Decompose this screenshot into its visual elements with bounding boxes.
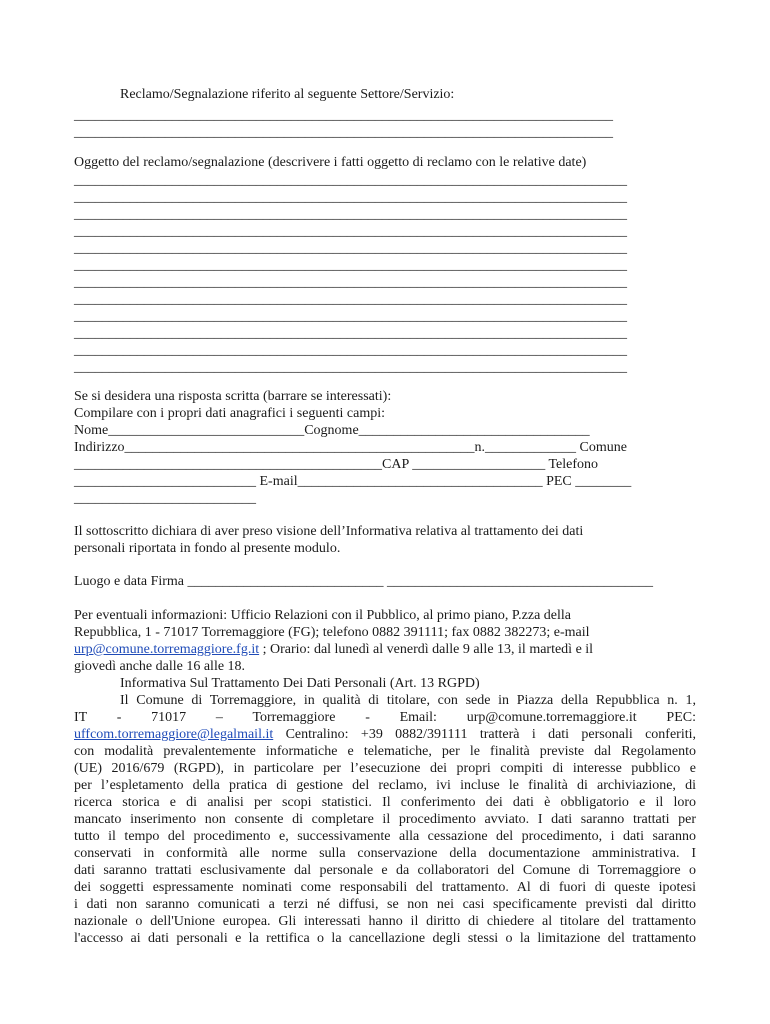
- privacy-heading: Informativa Sul Trattamento Dei Dati Personali (Art. 13 RGPD): [120, 676, 480, 691]
- privacy-line-2: IT - 71017 – Torremaggiore - Email: urp@comune.torremaggiore.it PEC:: [74, 710, 696, 725]
- privacy-line-14: nazionale o dell'Unione europea. Gli interessati hanno il diritto di chiedere al titolare del trattamento: [74, 914, 696, 929]
- privacy-line-11: dati saranno trattati esclusivamente dal personale e da collaboratori del Comune di Torremaggiore o: [74, 863, 696, 878]
- privacy-line-6: per l’espletamento della pratica di gestione del reclamo, ivi incluse le finalità di archiviazione, di: [74, 778, 696, 793]
- info-line-3: [74, 641, 593, 658]
- email-pec-field[interactable]: __________________________ E-mail___________________________________ PEC ________: [74, 474, 632, 489]
- pec-continuation-field[interactable]: __________________________: [74, 491, 256, 506]
- address-field[interactable]: Indirizzo__________________________________________________n._____________ Comune: [74, 440, 627, 455]
- privacy-line-1: Il Comune di Torremaggiore, in qualità di titolare, con sede in Piazza della Repubblica n. 1,: [120, 693, 696, 708]
- privacy-line-3: [74, 726, 696, 743]
- privacy-line-10: conservati in conformità alle norme sulla conservazione della documentazione amministrativa. I: [74, 846, 696, 861]
- info-line-1: Per eventuali informazioni: Ufficio Relazioni con il Pubblico, al primo piano, P.zza della: [74, 608, 571, 623]
- subject-line-12[interactable]: _______________________________________________________________________________: [74, 360, 627, 375]
- place-date-signature-field[interactable]: Luogo e data Firma ____________________________ ______________________________________: [74, 574, 654, 589]
- pec-link[interactable]: uffcom.torremaggiore@legalmail.it: [74, 727, 274, 742]
- sector-prompt: Reclamo/Segnalazione riferito al seguente Settore/Servizio:: [120, 87, 455, 102]
- subject-line-10[interactable]: _______________________________________________________________________________: [74, 326, 627, 341]
- privacy-line-15: l'accesso ai dati personali e la rettifica o la cancellazione degli stessi o la limitazione del trattamento: [74, 931, 696, 946]
- privacy-line-8: mancato inserimento non consente di completare il procedimento avviato. I dati saranno trattati per: [74, 812, 696, 827]
- sector-line-2[interactable]: _____________________________________________________________________________: [74, 125, 613, 140]
- info-line-4: giovedì anche dalle 16 alle 18.: [74, 659, 246, 674]
- opening-hours-text: ; Orario: dal lunedì al venerdì dalle 9 alle 13, il martedì e il: [259, 642, 594, 657]
- urp-email-link[interactable]: urp@comune.torremaggiore.fg.it: [74, 642, 260, 657]
- subject-line-11[interactable]: _______________________________________________________________________________: [74, 343, 627, 358]
- subject-line-4[interactable]: _______________________________________________________________________________: [74, 224, 627, 239]
- subject-line-5[interactable]: _______________________________________________________________________________: [74, 241, 627, 256]
- declaration-line-1: Il sottoscritto dichiara di aver preso visione dell’Informativa relativa al trattamento dei dati: [74, 524, 584, 539]
- privacy-line-7: ricerca storica e di analisi per scopi statistici. Il conferimento dei dati è obbligatorio e il loro: [74, 795, 696, 810]
- subject-line-1[interactable]: _______________________________________________________________________________: [74, 173, 627, 188]
- subject-prompt: Oggetto del reclamo/segnalazione (descrivere i fatti oggetto di reclamo con le relative date): [74, 155, 587, 170]
- privacy-line-4: con modalità prevalentemente informatiche e telematiche, per le finalità previste dal Regolamento: [74, 744, 696, 759]
- subject-line-2[interactable]: _______________________________________________________________________________: [74, 190, 627, 205]
- subject-line-7[interactable]: _______________________________________________________________________________: [74, 275, 627, 290]
- reply-request: Se si desidera una risposta scritta (barrare se interessati):: [74, 389, 392, 404]
- name-surname-field[interactable]: Nome____________________________Cognome_________________________________: [74, 423, 590, 438]
- privacy-line-13: i dati non saranno comunicati a terzi né diffusi, se non nei casi specificamente previsti dal diritto: [74, 897, 696, 912]
- privacy-line-12: dei soggetti espressamente nominati come responsabili del trattamento. Al di fuori di queste ipotesi: [74, 880, 696, 895]
- sector-line-1[interactable]: _____________________________________________________________________________: [74, 108, 613, 123]
- subject-line-9[interactable]: _______________________________________________________________________________: [74, 309, 627, 324]
- subject-line-6[interactable]: _______________________________________________________________________________: [74, 258, 627, 273]
- privacy-line-5: (UE) 2016/679 (RGPD), in particolare per l’esecuzione dei propri compiti di interesse pubblico e: [74, 761, 696, 776]
- cap-phone-field[interactable]: ____________________________________________CAP ___________________ Telefono: [74, 457, 599, 472]
- declaration-line-2: personali riportata in fondo al presente modulo.: [74, 541, 341, 556]
- switchboard-text: Centralino: +39 0882/391111 tratterà i dati personali conferiti,: [273, 727, 696, 742]
- subject-line-3[interactable]: _______________________________________________________________________________: [74, 207, 627, 222]
- fill-in-instruction: Compilare con i propri dati anagrafici i seguenti campi:: [74, 406, 386, 421]
- privacy-line-9: tutto il tempo del procedimento e, successivamente alla cessazione del procedimento, i dati saranno: [74, 829, 696, 844]
- info-line-2: Repubblica, 1 - 71017 Torremaggiore (FG); telefono 0882 391111; fax 0882 382273; e-mail: [74, 625, 590, 640]
- subject-line-8[interactable]: _______________________________________________________________________________: [74, 292, 627, 307]
